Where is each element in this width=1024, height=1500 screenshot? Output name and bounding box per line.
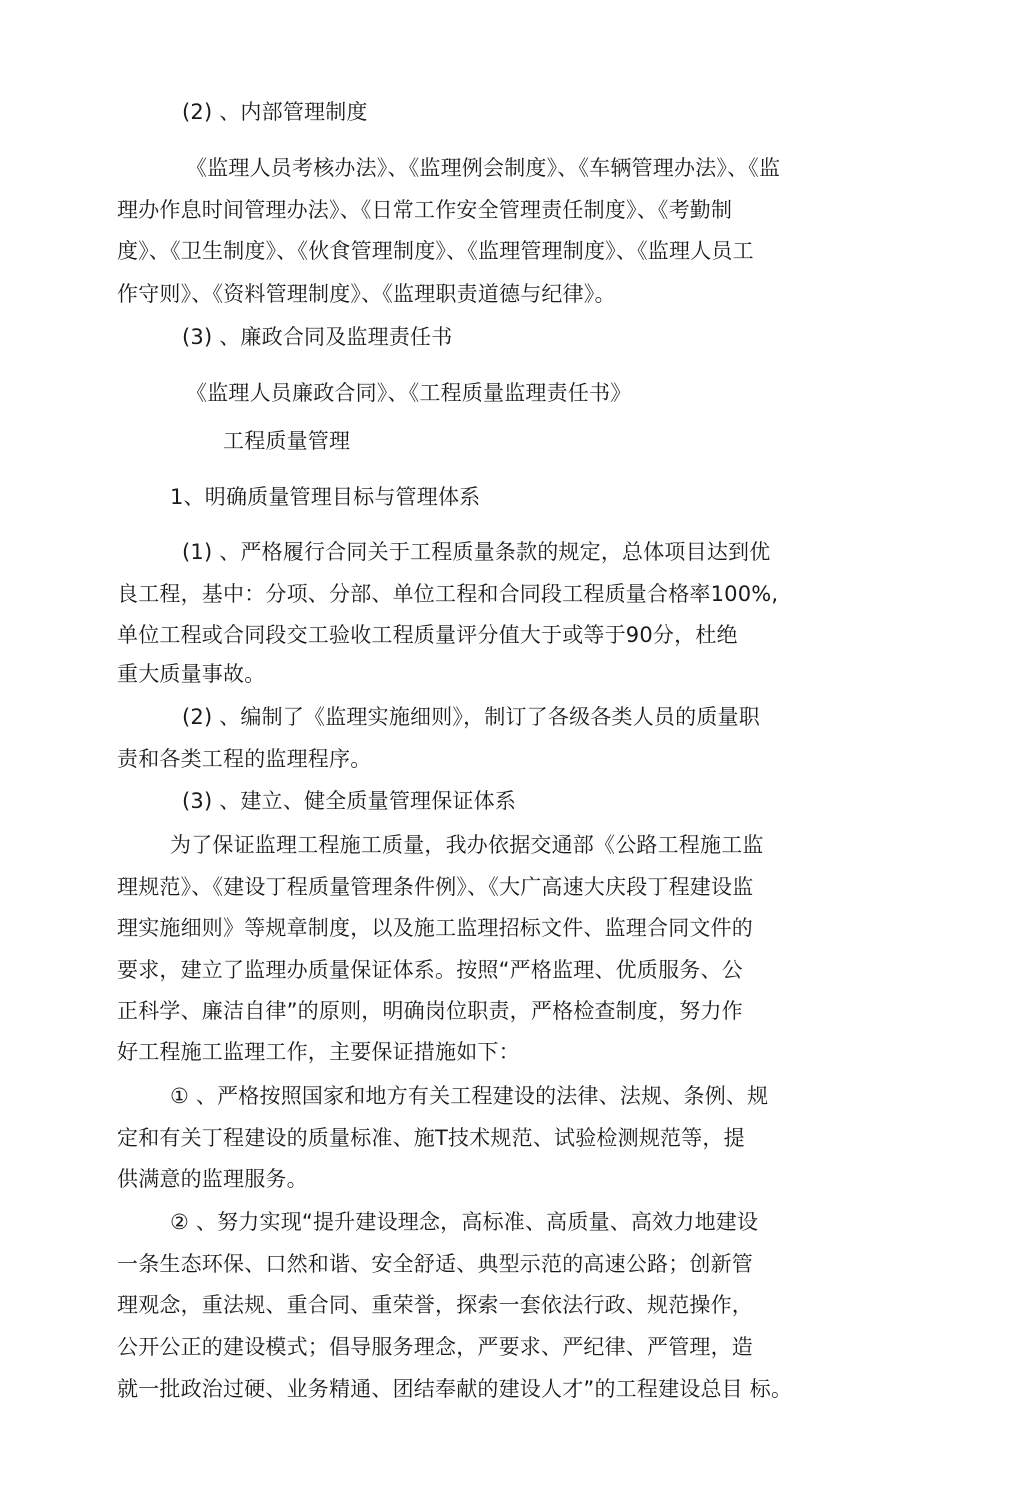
paragraph-line: 重大质量事故。	[117, 662, 266, 686]
paragraph-line: 《监理人员廉政合同》、《工程质量监理责任书》	[186, 381, 632, 405]
heading-integrity-contract: (3) 、廉政合同及监理责任书	[182, 325, 453, 349]
heading-internal-rules: (2) 、内部管理制度	[182, 100, 368, 124]
paragraph-line: 理观念，重法规、重合同、重荣誉，探索一套依法行政、规范操作，	[117, 1293, 753, 1317]
paragraph-line: (2) 、编制了《监理实施细则》，制订了各级各类人员的质量职	[182, 705, 760, 729]
paragraph-line: 良工程，基中：分项、分部、单位工程和合同段工程质量合格率100%,	[117, 582, 779, 606]
paragraph-line: 一条生态环保、口然和谐、安全舒适、典型示范的高速公路；创新管	[117, 1252, 753, 1276]
paragraph-line: (1) 、严格履行合同关于工程质量条款的规定，总体项目达到优	[182, 540, 771, 564]
paragraph-line: 定和有关丁程建设的质量标准、施T技术规范、试验检测规范等，提	[117, 1126, 745, 1150]
paragraph-line: 度》、《卫生制度》、《伙食管理制度》、《监理管理制度》、《监理人员工	[117, 239, 754, 263]
paragraph-line: 正科学、廉洁自律”的原则，明确岗位职责，严格检查制度，努力作	[117, 999, 743, 1023]
paragraph-line: 理实施细则》等规章制度，以及施工监理招标文件、监理合同文件的	[117, 916, 753, 940]
heading-quality-goals: 1、明确质量管理目标与管理体系	[170, 485, 481, 509]
paragraph-line: 理办作息时间管理办法》、《日常工作安全管理责任制度》、《考勤制	[117, 198, 733, 222]
paragraph-line: 供满意的监理服务。	[117, 1167, 308, 1191]
paragraph-line: ① 、严格按照国家和地方有关工程建设的法律、法规、条例、规	[170, 1084, 769, 1108]
paragraph-line: 要求，建立了监理办质量保证体系。按照“严格监理、优质服务、公	[117, 958, 743, 982]
paragraph-line: 责和各类工程的监理程序。	[117, 747, 372, 771]
paragraph-line: 为了保证监理工程施工质量，我办依据交通部《公路工程施工监	[170, 833, 764, 857]
paragraph-line: 单位工程或合同段交工验收工程质量评分值大于或等于90分，杜绝	[117, 623, 738, 647]
paragraph-line: 就一批政治过硬、业务精通、团结奉献的建设人才”的工程建设总目 标。	[117, 1377, 793, 1401]
paragraph-line: 理规范》、《建设丁程质量管理条件例》、《大广高速大庆段丁程建设监	[117, 875, 754, 899]
heading-quality-system: (3) 、建立、健全质量管理保证体系	[182, 789, 517, 813]
paragraph-line: ② 、努力实现“提升建设理念，高标准、高质量、高效力地建设	[170, 1210, 759, 1234]
section-title-quality: 工程质量管理	[223, 429, 351, 453]
paragraph-line: 作守则》、《资料管理制度》、《监理职责道德与纪律》。	[117, 282, 616, 306]
paragraph-line: 《监理人员考核办法》、《监理例会制度》、《车辆管理办法》、《监	[186, 156, 781, 180]
paragraph-line: 好工程施工监理工作，主要保证措施如下：	[117, 1040, 520, 1064]
paragraph-line: 公开公正的建设模式；倡导服务理念，严要求、严纪律、严管理，造	[117, 1335, 753, 1359]
